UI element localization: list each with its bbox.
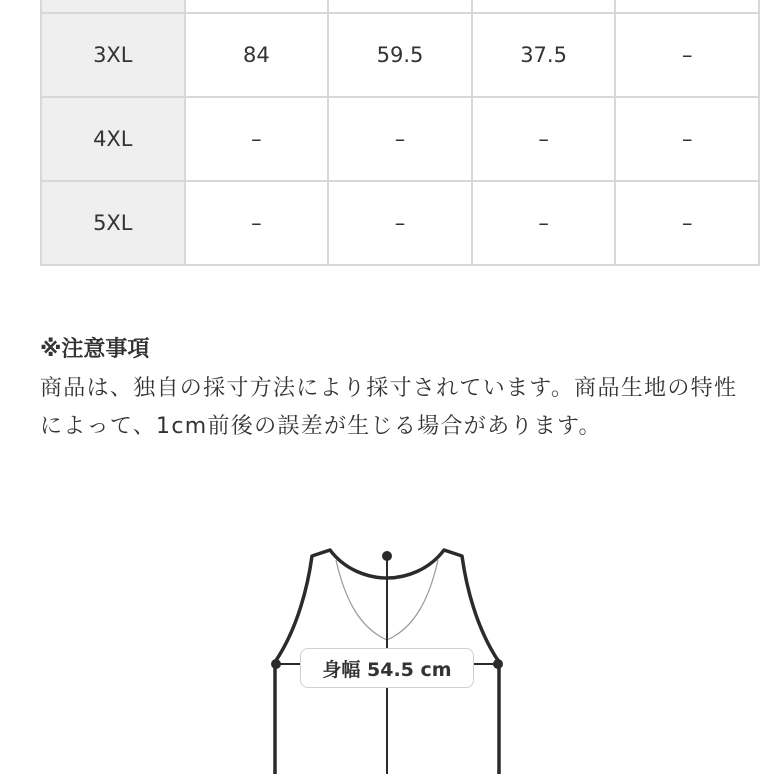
- size-cell: 3XL: [41, 13, 185, 97]
- notes-body: 商品は、独自の採寸方法により採寸されています。商品生地の特性によって、1cm前後の誤差が生じる場合があります。: [40, 376, 738, 439]
- notes-title: ※注意事項: [40, 337, 150, 362]
- measurement-cell: –: [185, 181, 329, 265]
- measurement-cell: [472, 0, 616, 13]
- size-cell: [41, 0, 185, 13]
- measurement-cell: –: [185, 97, 329, 181]
- length-measure-top-dot: [382, 551, 392, 561]
- back-neckline: [336, 560, 438, 640]
- measurement-cell: –: [472, 97, 616, 181]
- table-row: [41, 181, 759, 265]
- measurement-cell: –: [615, 97, 759, 181]
- size-cell: 5XL: [41, 181, 185, 265]
- table-row: [41, 13, 759, 97]
- measurement-cell: 37.5: [472, 13, 616, 97]
- width-measure-right-dot: [493, 659, 503, 669]
- notes-section: [40, 330, 740, 446]
- measurement-cell: 84: [185, 13, 329, 97]
- measurement-cell: [328, 0, 472, 13]
- measurement-cell: –: [472, 181, 616, 265]
- size-table-body: [41, 0, 759, 265]
- measurement-cell: 59.5: [328, 13, 472, 97]
- measurement-cell: –: [615, 181, 759, 265]
- measurement-cell: –: [328, 97, 472, 181]
- measurement-cell: [615, 0, 759, 13]
- measurement-cell: [185, 0, 329, 13]
- width-measure-left-dot: [271, 659, 281, 669]
- size-cell: 4XL: [41, 97, 185, 181]
- measurement-cell: –: [328, 181, 472, 265]
- table-row: [41, 97, 759, 181]
- width-measure-label: 身幅 54.5 cm: [300, 648, 474, 688]
- size-table: [40, 0, 760, 266]
- measurement-cell: –: [615, 13, 759, 97]
- table-row: [41, 0, 759, 13]
